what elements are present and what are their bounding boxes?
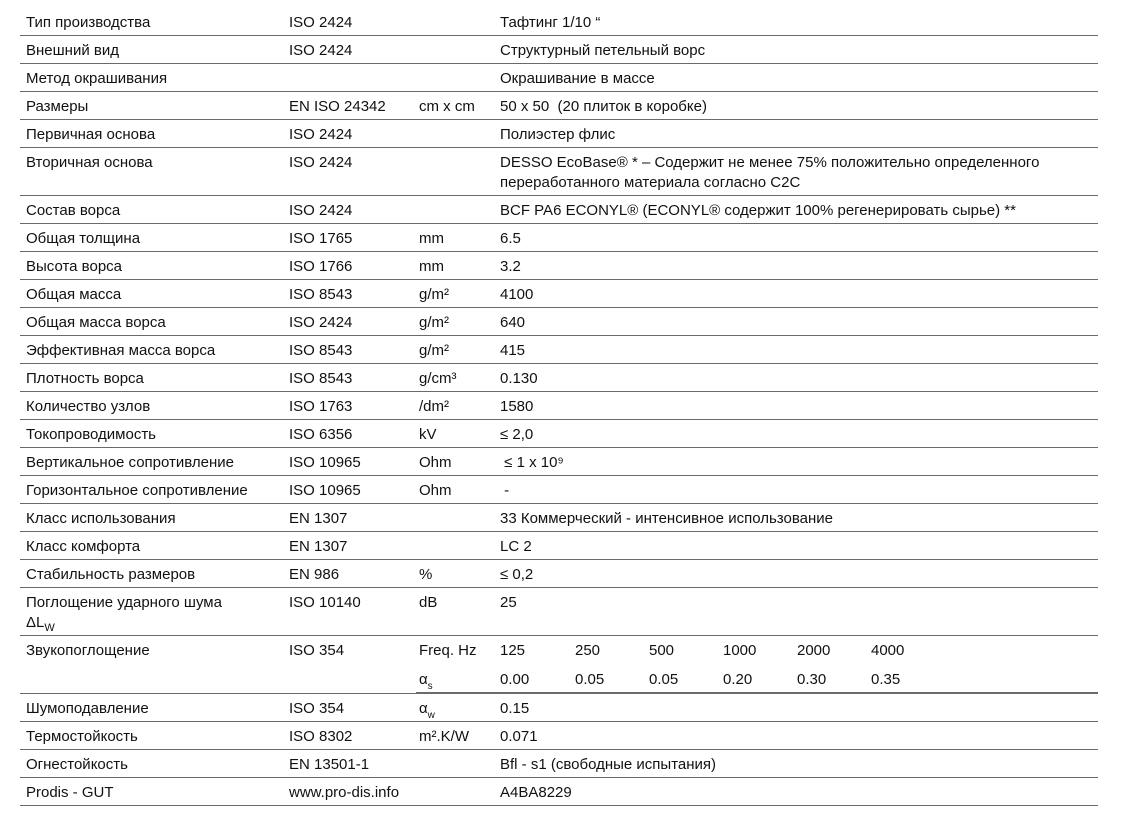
freq-value: 250 (575, 642, 601, 659)
table-row (20, 560, 1098, 588)
standard-value: EN 13501-1 (289, 756, 370, 773)
property-label: Термостойкость (26, 728, 138, 745)
freq-value: 500 (649, 642, 675, 659)
property-label: Токопроводимость (26, 426, 156, 443)
row-divider (416, 692, 1098, 693)
table-row (20, 64, 1098, 92)
property-label: Первичная основа (26, 126, 156, 143)
spec-value: 33 Коммерческий - интенсивное использование (500, 510, 833, 527)
property-label-line1: Поглощение ударного шума (26, 594, 222, 611)
spec-value: 0.130 (500, 370, 538, 387)
property-label: Состав ворса (26, 202, 121, 219)
spec-value: 6.5 (500, 230, 521, 247)
spec-value: Структурный петельный ворс (500, 42, 706, 59)
unit-value: kV (419, 426, 437, 443)
spec-value: 1580 (500, 398, 534, 415)
property-label: Эффективная масса ворса (26, 342, 216, 359)
standard-value: EN 1307 (289, 510, 348, 527)
alpha-w-label (419, 699, 435, 719)
alpha-value: 0.35 (871, 671, 901, 688)
table-row (20, 364, 1098, 392)
spec-value: ≤ 1 x 10⁹ (500, 454, 564, 471)
unit-value: mm (419, 230, 444, 247)
standard-value: ISO 6356 (289, 426, 353, 443)
property-label: Размеры (26, 98, 89, 115)
table-row (20, 532, 1098, 560)
property-label: Тип производства (26, 14, 151, 31)
spec-value: - (500, 482, 510, 499)
table-row (20, 120, 1098, 148)
property-label: Огнестойкость (26, 756, 128, 773)
spec-value: Bfl - s1 (свободные испытания) (500, 756, 717, 773)
standard-value: ISO 8543 (289, 342, 353, 359)
standard-value: ISO 10965 (289, 482, 361, 499)
spec-value: 0.071 (500, 728, 538, 745)
standard-value: ISO 2424 (289, 126, 353, 143)
property-label: Общая толщина (26, 230, 141, 247)
table-row (20, 308, 1098, 336)
unit-value: g/m² (419, 286, 449, 303)
property-label: Стабильность размеров (26, 566, 196, 583)
property-label: Количество узлов (26, 398, 151, 415)
table-row (20, 392, 1098, 420)
spec-value: Полиэстер флис (500, 126, 616, 143)
unit-value: Ohm (419, 454, 452, 471)
standard-value: ISO 354 (289, 642, 345, 659)
spec-value: 50 x 50 (20 плиток в коробке) (500, 98, 707, 115)
unit-value: dB (419, 594, 438, 611)
spec-value: 4100 (500, 286, 534, 303)
alpha-subscript: s (427, 681, 433, 692)
property-label: Шумоподавление (26, 700, 149, 717)
standard-value: ISO 2424 (289, 154, 353, 171)
table-row-sound-absorption-freq (20, 636, 1098, 665)
spec-value: 25 (500, 594, 517, 611)
standard-value: ISO 2424 (289, 314, 353, 331)
standard-value: ISO 8302 (289, 728, 353, 745)
standard-value: ISO 2424 (289, 202, 353, 219)
standard-value: ISO 1765 (289, 230, 353, 247)
alpha-symbol: α (419, 700, 428, 717)
standard-value: ISO 2424 (289, 42, 353, 59)
unit-value: mm (419, 258, 444, 275)
spec-value: A4BA8229 (500, 784, 572, 801)
alpha-value: 0.05 (575, 671, 605, 688)
property-label (26, 593, 222, 633)
freq-value: 125 (500, 642, 526, 659)
spec-table (20, 8, 1098, 806)
table-row (20, 8, 1098, 36)
spec-value: ≤ 0,2 (500, 566, 534, 583)
alpha-value: 0.30 (797, 671, 827, 688)
spec-value: 0.15 (500, 700, 530, 717)
table-row (20, 448, 1098, 476)
table-row (20, 252, 1098, 280)
spec-value: Тафтинг 1/10 “ (500, 14, 601, 31)
table-row-impact-noise (20, 588, 1098, 636)
table-row (20, 92, 1098, 120)
standard-value: EN ISO 24342 (289, 98, 386, 115)
alpha-s-label (419, 670, 433, 690)
table-row (20, 224, 1098, 252)
table-row (20, 280, 1098, 308)
delta-lw-symbol: ΔL (26, 614, 45, 631)
unit-value: g/m² (419, 342, 449, 359)
spec-value: DESSO EcoBase® * – Содержит не менее 75% положительно определенного переработанного материала согласно C2C (500, 154, 1040, 191)
table-row-sound-absorption-alpha (20, 665, 1098, 693)
property-label: Горизонтальное сопротивление (26, 482, 248, 499)
unit-value: g/m² (419, 314, 449, 331)
freq-value: 1000 (723, 642, 757, 659)
property-label: Плотность ворса (26, 370, 144, 387)
alpha-value: 0.05 (649, 671, 679, 688)
property-label: Вторичная основа (26, 154, 153, 171)
alpha-subscript: w (427, 710, 435, 721)
spec-value: ≤ 2,0 (500, 426, 534, 443)
delta-lw-subscript: W (44, 622, 55, 634)
standard-value: ISO 10140 (289, 594, 361, 611)
unit-value: g/cm³ (419, 370, 457, 387)
table-row (20, 336, 1098, 364)
table-row (20, 196, 1098, 224)
spec-value: BCF PA6 ECONYL® (ECONYL® содержит 100% регенерировать сырье) ** (500, 202, 1016, 219)
table-row-noise-reduction (20, 694, 1098, 722)
standard-value: ISO 1763 (289, 398, 353, 415)
property-label: Общая масса (26, 286, 122, 303)
spec-value: Окрашивание в массе (500, 70, 655, 87)
property-label: Звукопоглощение (26, 642, 150, 659)
standard-value: EN 1307 (289, 538, 348, 555)
property-label: Общая масса ворса (26, 314, 166, 331)
freq-value: 2000 (797, 642, 831, 659)
property-label: Внешний вид (26, 42, 119, 59)
unit-value: /dm² (419, 398, 449, 415)
unit-value: cm x cm (419, 98, 475, 115)
property-label: Высота ворса (26, 258, 123, 275)
table-row (20, 504, 1098, 532)
spec-value: 640 (500, 314, 526, 331)
table-row (20, 476, 1098, 504)
spec-value: 415 (500, 342, 526, 359)
unit-value: Ohm (419, 482, 452, 499)
table-row (20, 420, 1098, 448)
standard-value: ISO 8543 (289, 286, 353, 303)
table-row (20, 750, 1098, 778)
table-row (20, 36, 1098, 64)
property-label: Класс комфорта (26, 538, 141, 555)
unit-value: m².K/W (419, 728, 469, 745)
alpha-symbol: α (419, 671, 428, 688)
freq-value: 4000 (871, 642, 905, 659)
table-row (20, 722, 1098, 750)
standard-value: ISO 8543 (289, 370, 353, 387)
alpha-value: 0.20 (723, 671, 753, 688)
spec-value: 3.2 (500, 258, 521, 275)
property-label: Вертикальное сопротивление (26, 454, 235, 471)
property-label: Prodis - GUT (26, 784, 114, 801)
alpha-value: 0.00 (500, 671, 530, 688)
property-label: Метод окрашивания (26, 70, 168, 87)
standard-value: ISO 354 (289, 700, 345, 717)
standard-value: EN 986 (289, 566, 340, 583)
standard-value: ISO 1766 (289, 258, 353, 275)
freq-label: Freq. Hz (419, 642, 477, 659)
table-row (20, 778, 1098, 806)
website-link[interactable]: www.pro-dis.info (289, 784, 400, 801)
property-label: Класс использования (26, 510, 176, 527)
standard-value: ISO 2424 (289, 14, 353, 31)
standard-value: ISO 10965 (289, 454, 361, 471)
unit-value: % (419, 566, 433, 583)
table-row (20, 148, 1098, 196)
spec-value: LC 2 (500, 538, 532, 555)
